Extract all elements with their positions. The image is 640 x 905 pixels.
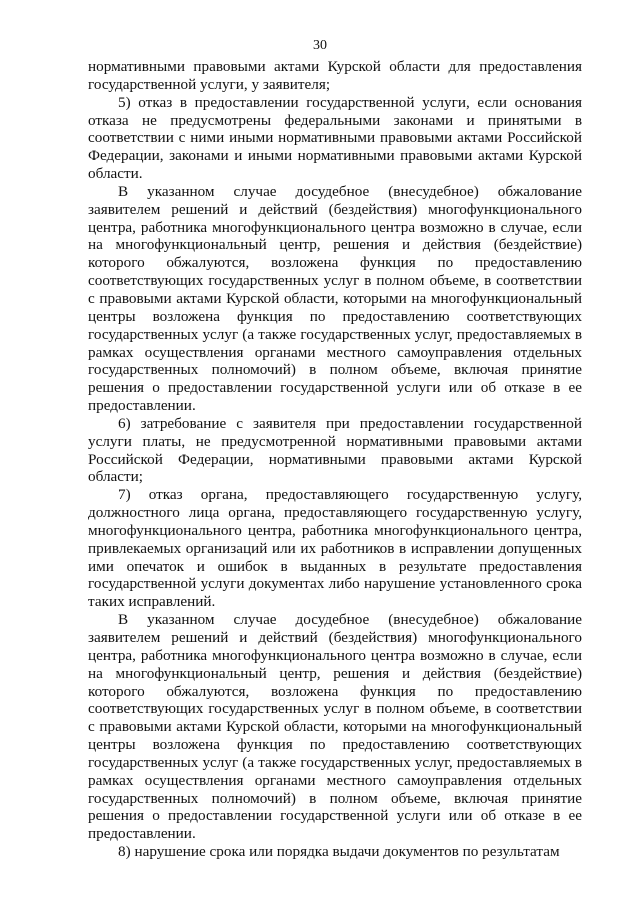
paragraph-appeal-case-2: В указанном случае досудебное (внесудебное) обжалование заявителем решений и действий (бездействия) многофункционального центра, работника многофункционального центра возможно в случае, если на многофункциональный центр, решения и действия (бездействие) которого обжалуются, возложена функция по предоставлению соответствующих государственных услуг в полном объеме, в соответствии с правовыми актами Курской области, которыми на многофункциональный центры возложена функция по предоставлению соответствующих государственных услуг (а также государственных услуг, предоставляемых в рамках осуществления органами местного самоуправления отдельных государственных полномочий) в полном объеме, включая принятие решения о предоставлении государственной услуги или об отказе в ее предоставлении.	[88, 611, 582, 843]
paragraph-appeal-case-1: В указанном случае досудебное (внесудебное) обжалование заявителем решений и действий (бездействия) многофункционального центра, работника многофункционального центра возможно в случае, если на многофункциональный центр, решения и действия (бездействие) которого обжалуются, возложена функция по предоставлению соответствующих государственных услуг в полном объеме, в соответствии с правовыми актами Курской области, которыми на многофункциональный центры возложена функция по предоставлению соответствующих государственных услуг (а также государственных услуг, предоставляемых в рамках осуществления органами местного самоуправления отдельных государственных полномочий) в полном объеме, включая принятие решения о предоставлении государственной услуги или об отказе в ее предоставлении.	[88, 182, 582, 415]
paragraph-continuation: нормативными правовыми актами Курской области для предоставления государственной услуги, у заявителя;	[88, 58, 582, 93]
paragraph-item-8: 8) нарушение срока или порядка выдачи документов по результатам	[118, 843, 560, 861]
page-number: 30	[313, 38, 327, 53]
paragraph-item-7: 7) отказ органа, предоставляющего государственную услугу, должностного лица органа, предоставляющего государственную услугу, многофункционального центра, работника многофункционального центра, привлекаемых организаций или их работников в исправлении допущенных ими опечаток и ошибок в выданных в результате предоставления государственной услуги документах либо нарушение установленного срока таких исправлений.	[88, 486, 582, 611]
paragraph-item-6: 6) затребование с заявителя при предоставлении государственной услуги платы, не предусмотренной нормативными правовыми актами Российской Федерации, нормативными правовыми актами Курской области;	[88, 414, 582, 486]
paragraph-item-5: 5) отказ в предоставлении государственной услуги, если основания отказа не предусмотрены федеральными законами и принятыми в соответствии с ними иными нормативными правовыми актами Российской Федерации, законами и иными нормативными правовыми актами Курской области.	[88, 93, 582, 183]
document-body	[88, 58, 582, 861]
